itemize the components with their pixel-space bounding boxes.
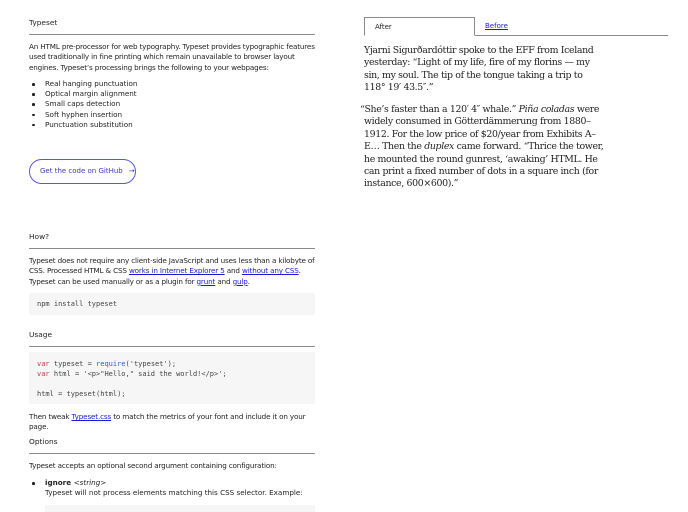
code-text: html = '<p>"Hello," said the world!</p>'; <box>49 370 227 378</box>
arrow-right-icon: → <box>128 167 135 176</box>
text: Then tweak <box>29 412 72 421</box>
sample-paragraph-2 <box>360 104 604 191</box>
section-divider <box>29 453 315 454</box>
list-item: Optical margin alignment <box>29 89 137 99</box>
section-divider <box>29 248 315 249</box>
section-title-options: Options <box>29 437 58 446</box>
usage-code-block <box>29 352 315 404</box>
code-text: ('typeset'); <box>125 360 177 368</box>
bullet <box>32 482 35 485</box>
intro-paragraph: An HTML pre-processor for web typography. Typeset provides typographic features used traditionally in fine printing which remain unavailable to browser layout engines. Typeset’s processing brings the following to your webpages: <box>29 42 315 72</box>
emphasis: Piña coladas <box>518 104 575 115</box>
sample-paragraph-1: Yjarni Sigurðardóttir spoke to the EFF from Iceland yesterday: “Light of my life, fire of my florins — my sin, my soul. The tip of the tongue taking a trip to 118° 19′ 43.5″.” <box>364 45 594 94</box>
text: to match the metrics of your font and include it on your page. <box>29 412 306 432</box>
link-without-css[interactable]: without any CSS <box>241 266 299 276</box>
section-title-usage: Usage <box>29 330 53 339</box>
code-text: typeset = <box>49 360 97 368</box>
section-title-how: How? <box>29 232 50 241</box>
list-item: Soft hyphen insertion <box>29 110 137 120</box>
text: . Typeset can be used manually or as a plugin for <box>29 266 301 286</box>
link-grunt[interactable]: grunt <box>196 276 216 286</box>
feature-list <box>29 79 137 130</box>
section-divider <box>29 34 315 35</box>
option-key: ignore <box>45 478 72 487</box>
section-title-typeset: Typeset <box>29 18 58 27</box>
example-code-block <box>45 505 315 512</box>
text: Typeset does not require any client-side JavaScript and uses less than a kilobyte of CSS. Processed HTML & CSS <box>29 256 315 276</box>
options-intro: Typeset accepts an optional second argument containing configuration: <box>29 461 277 470</box>
keyword: var <box>37 360 50 368</box>
option-type: <string> <box>73 478 107 487</box>
github-button-label: Get the code on GitHub <box>40 167 123 176</box>
link-gulp[interactable]: gulp <box>232 276 248 286</box>
link-ie5[interactable]: works in Internet Explorer 5 <box>128 266 225 276</box>
text: came forward. “Thrice the tower, he mounted the round gunrest, ‘awaking’ HTML. He can print a fixed number of dots in a square inch (for instance, 600×600).” <box>364 141 604 190</box>
install-code-block <box>29 293 315 315</box>
list-item: Real hanging punctuation <box>29 79 137 89</box>
section-divider <box>29 346 315 347</box>
list-item: Punctuation substitution <box>29 120 137 130</box>
emphasis: duplex <box>424 141 454 153</box>
option-description: Typeset will not process elements matching this CSS selector. Example: <box>45 488 303 497</box>
code-line <box>37 379 315 389</box>
usage-followup <box>29 412 319 433</box>
text: “She’s faster than a 120′ 4″ whale.” <box>360 104 519 115</box>
text: were widely consumed in Götterdämmerung from 1880–1912. For the low price of $20/year from Exhibits A–E… Then the <box>364 104 600 153</box>
code-line <box>37 369 315 379</box>
tab-bar <box>364 17 668 36</box>
tab-before[interactable]: Before <box>485 22 508 30</box>
code-line: npm install typeset <box>37 300 118 308</box>
text: and <box>215 276 233 286</box>
text: and <box>224 266 242 276</box>
text: . <box>247 276 250 286</box>
tab-after[interactable]: After <box>364 17 475 36</box>
github-button[interactable] <box>29 159 136 184</box>
how-paragraph <box>29 256 319 287</box>
link-typeset-css[interactable]: Typeset.css <box>71 412 112 421</box>
code-line: html = typeset(html); <box>37 390 126 398</box>
code-line <box>37 359 315 369</box>
keyword: var <box>37 370 50 378</box>
function-name: require <box>96 360 126 368</box>
option-name <box>45 478 106 488</box>
list-item: Small caps detection <box>29 99 137 109</box>
